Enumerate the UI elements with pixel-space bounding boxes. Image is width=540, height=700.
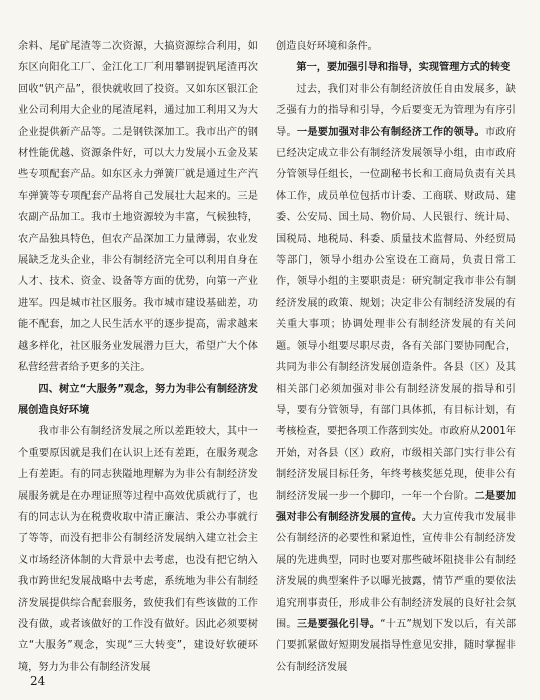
page-number: 24 — [30, 674, 46, 688]
paragraph-guidance — [276, 79, 516, 678]
paragraph-continued: 创造良好环境和条件。 — [276, 41, 378, 52]
section-heading: 四、树立“大服务”观念，努力为非公有制经济发展创造良好环境 — [18, 383, 258, 416]
bold-point-three: 三是要强化引导。 — [296, 618, 381, 630]
bold-point-one: 一是要加强对非公有制经济工作的领导。 — [296, 126, 485, 138]
paragraph-text: “十五”规划下发以后，有关部门要抓紧做好短期发展指导性意见安排，随时掌握非公有制经济发展 — [276, 618, 517, 673]
left-column — [18, 36, 258, 678]
paragraph-text: 市政府已经决定成立非公有制经济发展领导小组，由市政府分管领导任组长，一位副秘书长和工商局负责有关具体工作，成员单位包括市计委、工商联、财政局、建委、公安局、国土局、物价局、人民银行、统计局、国税局、地税局、科委、质量技术监督局、外经贸局等部门，领导小组办公室设在工商局，负责日常工作，领导小组的主要职责是：研究制定我市非公有制经济发展的政策、规划；决定非公有制经济发展的有关重大事项；协调处理非公有制经济发展的有关问题。领导小组要尽职尽责，各有关部门要协同配合，共同为非公有制经济发展创造条件。各县（区）及其相关部门必须加强对非公有制经济发展的指导和引导，要有分管领导，有部门具体抓，有目标计划，有考核检查，要把各项工作落到实处。市政府从2001年开始，对各县（区）政府，市级相关部门实行非公有制经济发展目标任务，年终考核奖惩兑现，使非公有制经济发展一步一个脚印，一年一个台阶。 — [276, 126, 517, 502]
subsection-heading: 第一，要加强引导和指导，实现管理方式的转变 — [296, 62, 511, 74]
right-column — [276, 36, 516, 678]
paragraph-service-concept: 我市非公有制经济发展之所以差距较大，其中一个重要原因就是我们在认识上还有差距，在服务观念上有差距。有的同志狭隘地理解为为非公有制经济发展服务就是在办理证照等过程中高效优质就行了，也有的同志认为在税费收取中清正廉洁、秉公办事就行了等等，而没有把非公有制经济发展纳入建立社会主义市场经济体制的大背景中去考虑，也没有把它纳入我市跨世纪发展战略中去考虑，系统地为非公有制经济发展提供综合配套服务，致使我们有些该做的工作没有做，或者该做好的工作没有做好。因此必须要树立“大服务”观念，实现“三大转变”，建设好软硬环境，努力为非公有制经济发展 — [18, 426, 258, 673]
bold-point-two: 二是要加强对非公有制经济发展的宣传。 — [276, 490, 517, 523]
paragraph-continued: 余料、尾矿尾渣等二次资源，大搞资源综合利用，如东区向阳化工厂、金江化工厂利用攀钢提钒尾渣再次回收“钒产品”，很快就收回了投资。又如东区银江企业公司利用大企业的尾渣尾料，通过加工利用又为大企业提供新产品等。二是钢铁深加工。我市出产的钢材性能优越、资源条件好，可以大力发展小五金及某些专项配套产品。如东区永力弹簧厂就是通过生产汽车弹簧等专项配套产品将自己发展壮大起来的。三是农副产品加工。我市土地资源较为丰富，气候独特，农产品独具特色，但农产品深加工力量薄弱，农业发展缺乏龙头企业，非公有制经济完全可以利用自身在人才、技术、资金、设备等方面的优势，向第一产业进军。四是城市社区服务。我市城市建设基础差，功能不配套，加之人民生活水平的逐步提高，需求越来越多样化，社区服务业发展潜力巨大，希望广大个体私营经营者给予更多的关注。 — [18, 41, 258, 374]
paragraph-text: 过去，我们对非公有制经济放任自由发展多，缺乏强有力的指导和引导，今后要变无为管理为有序引导。 — [276, 83, 516, 138]
paragraph-text: 大力宣传我市发展非公有制经济的必要性和紧迫性，宣传非公有制经济发展的先进典型，同时也要对那些破坏阻挠非公有制经济发展的典型案件予以曝光披露，情节严重的要依法追究刑事责任，形成非公有制经济发展的良好社会氛围。 — [276, 511, 517, 630]
